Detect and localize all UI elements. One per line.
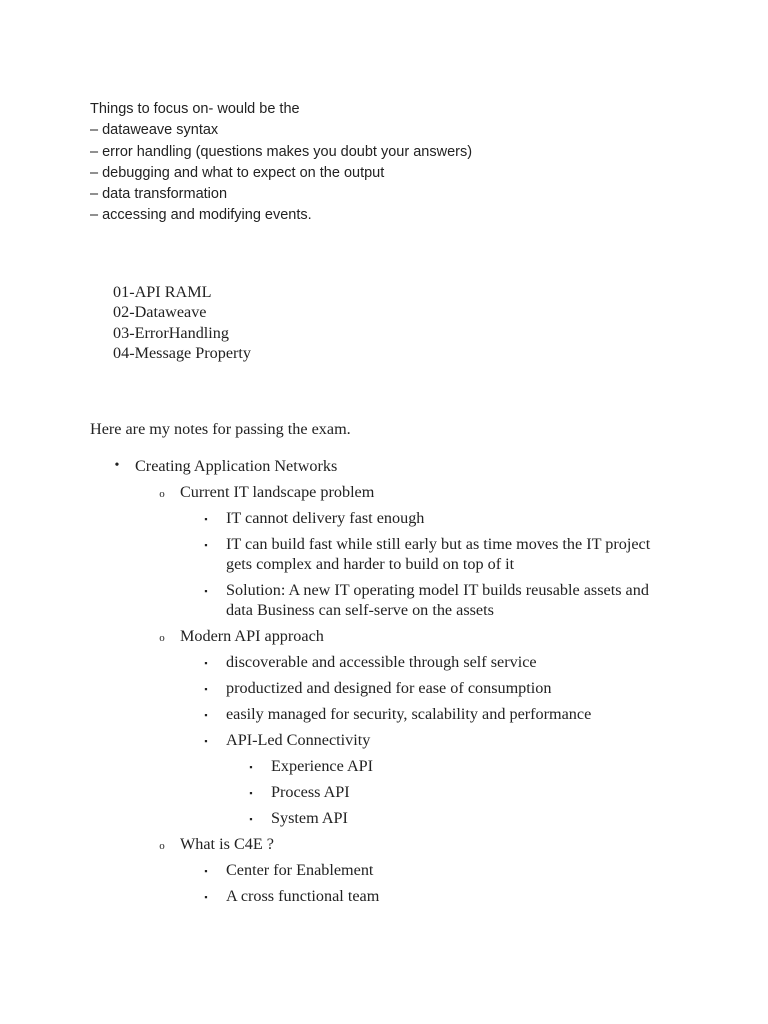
- bullet-circle-icon: o: [159, 488, 165, 500]
- bullet-square-icon: ▪: [204, 710, 208, 720]
- focus-section: [90, 99, 690, 227]
- bullet-square-icon: ▪: [204, 866, 208, 876]
- outline-item: [0, 534, 768, 574]
- outline-item-text: discoverable and accessible through self service: [226, 653, 537, 671]
- outline-item: [0, 886, 768, 906]
- bullet-circle-icon: o: [159, 840, 165, 852]
- notes-outline: [0, 456, 768, 912]
- topic-item: 02-Dataweave: [113, 303, 207, 322]
- outline-item-text: Creating Application Networks: [135, 457, 338, 475]
- bullet-square-icon: ▪: [249, 814, 253, 824]
- focus-item: – data transformation: [90, 186, 228, 203]
- bullet-square-icon: ▪: [204, 684, 208, 694]
- outline-item-text: Experience API: [271, 757, 374, 775]
- outline-item-text: API-Led Connectivity: [226, 731, 371, 749]
- bullet-disc-icon: •: [114, 458, 120, 473]
- focus-item: – dataweave syntax: [90, 122, 219, 139]
- outline-item-text: easily managed for security, scalability and performance: [226, 705, 592, 723]
- outline-item: [0, 782, 768, 802]
- outline-item-text: IT cannot delivery fast enough: [226, 509, 425, 527]
- bullet-square-icon: ▪: [249, 762, 253, 772]
- bullet-circle-icon: o: [159, 632, 165, 644]
- outline-item: [0, 704, 768, 724]
- outline-item: [0, 860, 768, 880]
- bullet-square-icon: ▪: [204, 658, 208, 668]
- topic-item: 01-API RAML: [113, 283, 212, 301]
- outline-item: [0, 456, 768, 476]
- outline-item: [0, 626, 768, 646]
- focus-item: – debugging and what to expect on the output: [90, 164, 385, 181]
- outline-item-text: Solution: A new IT operating model IT builds reusable assets and data Business can self-serve on the assets: [226, 581, 649, 619]
- outline-item-text: A cross functional team: [226, 887, 380, 905]
- focus-item: – accessing and modifying events.: [90, 207, 312, 224]
- notes-intro: Here are my notes for passing the exam.: [90, 420, 351, 438]
- outline-item: [0, 730, 768, 750]
- outline-item-text: IT can build fast while still early but as time moves the IT project gets complex and harder to build on top of it: [226, 535, 651, 573]
- outline-item: [0, 834, 768, 854]
- outline-item: [0, 580, 768, 620]
- focus-item: – error handling (questions makes you doubt your answers): [90, 143, 473, 160]
- outline-item-text: productized and designed for ease of consumption: [226, 679, 552, 697]
- bullet-square-icon: ▪: [249, 788, 253, 798]
- bullet-square-icon: ▪: [204, 514, 208, 524]
- outline-item-text: What is C4E ?: [180, 835, 274, 853]
- outline-item-text: Current IT landscape problem: [180, 483, 375, 501]
- outline-item: [0, 678, 768, 698]
- outline-item: [0, 508, 768, 528]
- outline-item: [0, 482, 768, 502]
- outline-item-text: Process API: [271, 783, 350, 801]
- outline-item-text: Center for Enablement: [226, 861, 374, 879]
- bullet-square-icon: ▪: [204, 540, 208, 550]
- outline-item-text: Modern API approach: [180, 627, 324, 645]
- outline-item: [0, 652, 768, 672]
- topic-list: [113, 282, 251, 363]
- outline-item: [0, 808, 768, 828]
- topic-item: 04-Message Property: [113, 343, 252, 362]
- focus-intro: Things to focus on- would be the: [90, 101, 300, 117]
- outline-item-text: System API: [271, 809, 348, 827]
- bullet-square-icon: ▪: [204, 892, 208, 902]
- bullet-square-icon: ▪: [204, 586, 208, 596]
- bullet-square-icon: ▪: [204, 736, 208, 746]
- outline-item: [0, 756, 768, 776]
- topic-item: 03-ErrorHandling: [113, 323, 229, 342]
